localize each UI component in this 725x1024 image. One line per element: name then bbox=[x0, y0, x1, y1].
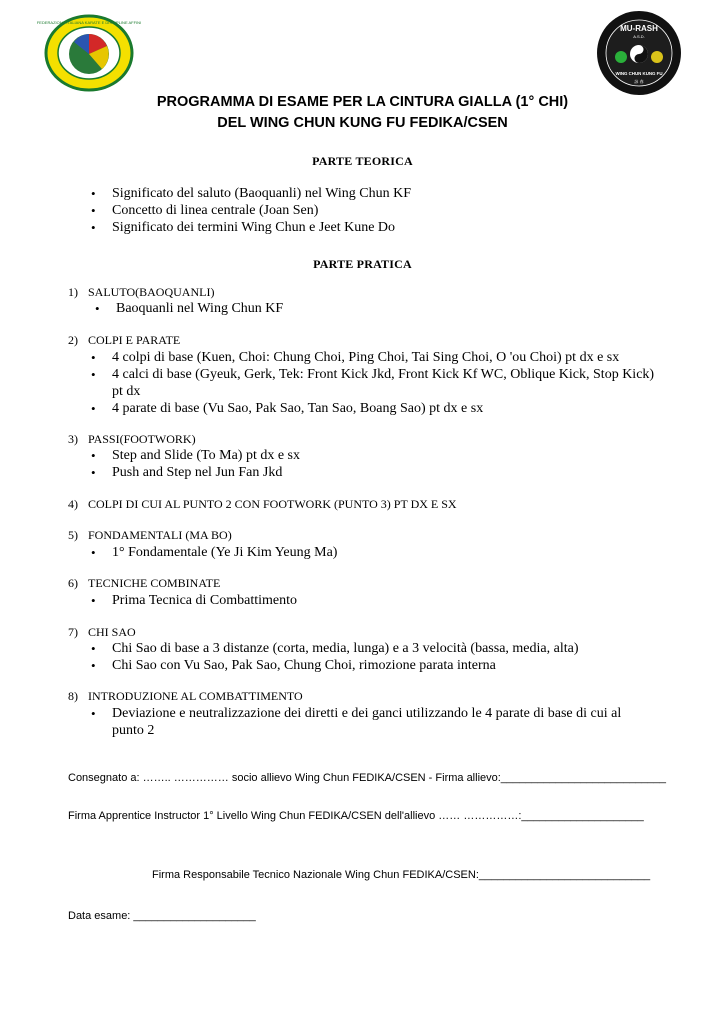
section-3-title: 3) PASSI(FOOTWORK) bbox=[68, 432, 196, 446]
mu-rash-title: MU-RASH bbox=[620, 24, 658, 33]
section-8-list bbox=[88, 705, 653, 739]
list-item: • Concetto di linea centrale (Joan Sen) bbox=[88, 202, 411, 219]
list-item: • 1° Fondamentale (Ye Ji Kim Yeung Ma) bbox=[88, 544, 337, 561]
list-item: • Baoquanli nel Wing Chun KF bbox=[92, 300, 283, 317]
section-2-list bbox=[88, 349, 658, 417]
fedika-logo bbox=[36, 14, 142, 92]
section-2-title: 2) COLPI E PARATE bbox=[68, 333, 181, 347]
list-item: • Chi Sao con Vu Sao, Pak Sao, Chung Choi, rimozione parata interna bbox=[88, 657, 658, 674]
parte-pratica-heading: PARTE PRATICA bbox=[313, 257, 412, 271]
section-6-title: 6) TECNICHE COMBINATE bbox=[68, 576, 221, 590]
section-7-title: 7) CHI SAO bbox=[68, 625, 136, 639]
section-5-list bbox=[88, 544, 337, 561]
title-line-1: PROGRAMMA DI ESAME PER LA CINTURA GIALLA (1° CHI) bbox=[156, 94, 569, 110]
list-item: • 4 calci di base (Gyeuk, Gerk, Tek: Front Kick Jkd, Front Kick Kf WC, Oblique Kick, Stop Kick) pt dx bbox=[88, 366, 658, 400]
title-line-2: DEL WING CHUN KUNG FU FEDIKA/CSEN bbox=[217, 115, 508, 131]
consegnato-line: Consegnato a: …….. …………… socio allievo Wing Chun FEDIKA/CSEN - Firma allievo:___________________________ bbox=[68, 772, 666, 784]
teorica-list bbox=[88, 185, 411, 236]
list-item: • Significato dei termini Wing Chun e Jeet Kune Do bbox=[88, 219, 411, 236]
list-item: • Step and Slide (To Ma) pt dx e sx bbox=[88, 447, 300, 464]
data-esame-line: Data esame: ____________________ bbox=[68, 910, 256, 922]
list-item: • Deviazione e neutralizzazione dei diretti e dei ganci utilizzando le 4 parate di base di cui al punto 2 bbox=[88, 705, 653, 739]
mu-rash-sub: A.S.D. bbox=[633, 34, 645, 39]
section-1-title: 1) SALUTO(BAOQUANLI) bbox=[68, 285, 215, 299]
list-item: • 4 colpi di base (Kuen, Choi: Chung Choi, Ping Choi, Tai Sing Choi, O 'ou Choi) pt dx e sx bbox=[88, 349, 658, 366]
responsabile-signature-line: Firma Responsabile Tecnico Nazionale Wing Chun FEDIKA/CSEN:____________________________ bbox=[152, 869, 651, 881]
parte-teorica-heading: PARTE TEORICA bbox=[312, 154, 413, 168]
section-7-list bbox=[88, 640, 658, 674]
list-item: • 4 parate di base (Vu Sao, Pak Sao, Tan Sao, Boang Sao) pt dx e sx bbox=[88, 400, 658, 417]
list-item: • Significato del saluto (Baoquanli) nel Wing Chun KF bbox=[88, 185, 411, 202]
list-item: • Chi Sao di base a 3 distanze (corta, media, lunga) e a 3 velocità (bassa, media, alta) bbox=[88, 640, 658, 657]
section-5-title: 5) FONDAMENTALI (MA BO) bbox=[68, 528, 232, 542]
mu-rash-glyph: 詠 春 bbox=[634, 79, 644, 84]
fedika-logo-text: FEDERAZIONE ITALIANA KARATE E DISCIPLINE AFFINI bbox=[36, 20, 142, 25]
mu-rash-logo bbox=[596, 10, 682, 96]
list-item: • Prima Tecnica di Combattimento bbox=[88, 592, 297, 609]
mu-rash-bottom: WING CHUN KUNG FU bbox=[615, 71, 663, 76]
section-3-list bbox=[88, 447, 300, 481]
apprentice-signature-line: Firma Apprentice Instructor 1° Livello Wing Chun FEDIKA/CSEN dell'allievo …… ……………:____________________ bbox=[68, 810, 644, 822]
section-8-title: 8) INTRODUZIONE AL COMBATTIMENTO bbox=[68, 689, 303, 703]
section-6-list bbox=[88, 592, 297, 609]
list-item: • Push and Step nel Jun Fan Jkd bbox=[88, 464, 300, 481]
section-1-list bbox=[92, 300, 283, 317]
section-4-title: 4) COLPI DI CUI AL PUNTO 2 CON FOOTWORK (PUNTO 3) PT DX E SX bbox=[68, 497, 457, 511]
